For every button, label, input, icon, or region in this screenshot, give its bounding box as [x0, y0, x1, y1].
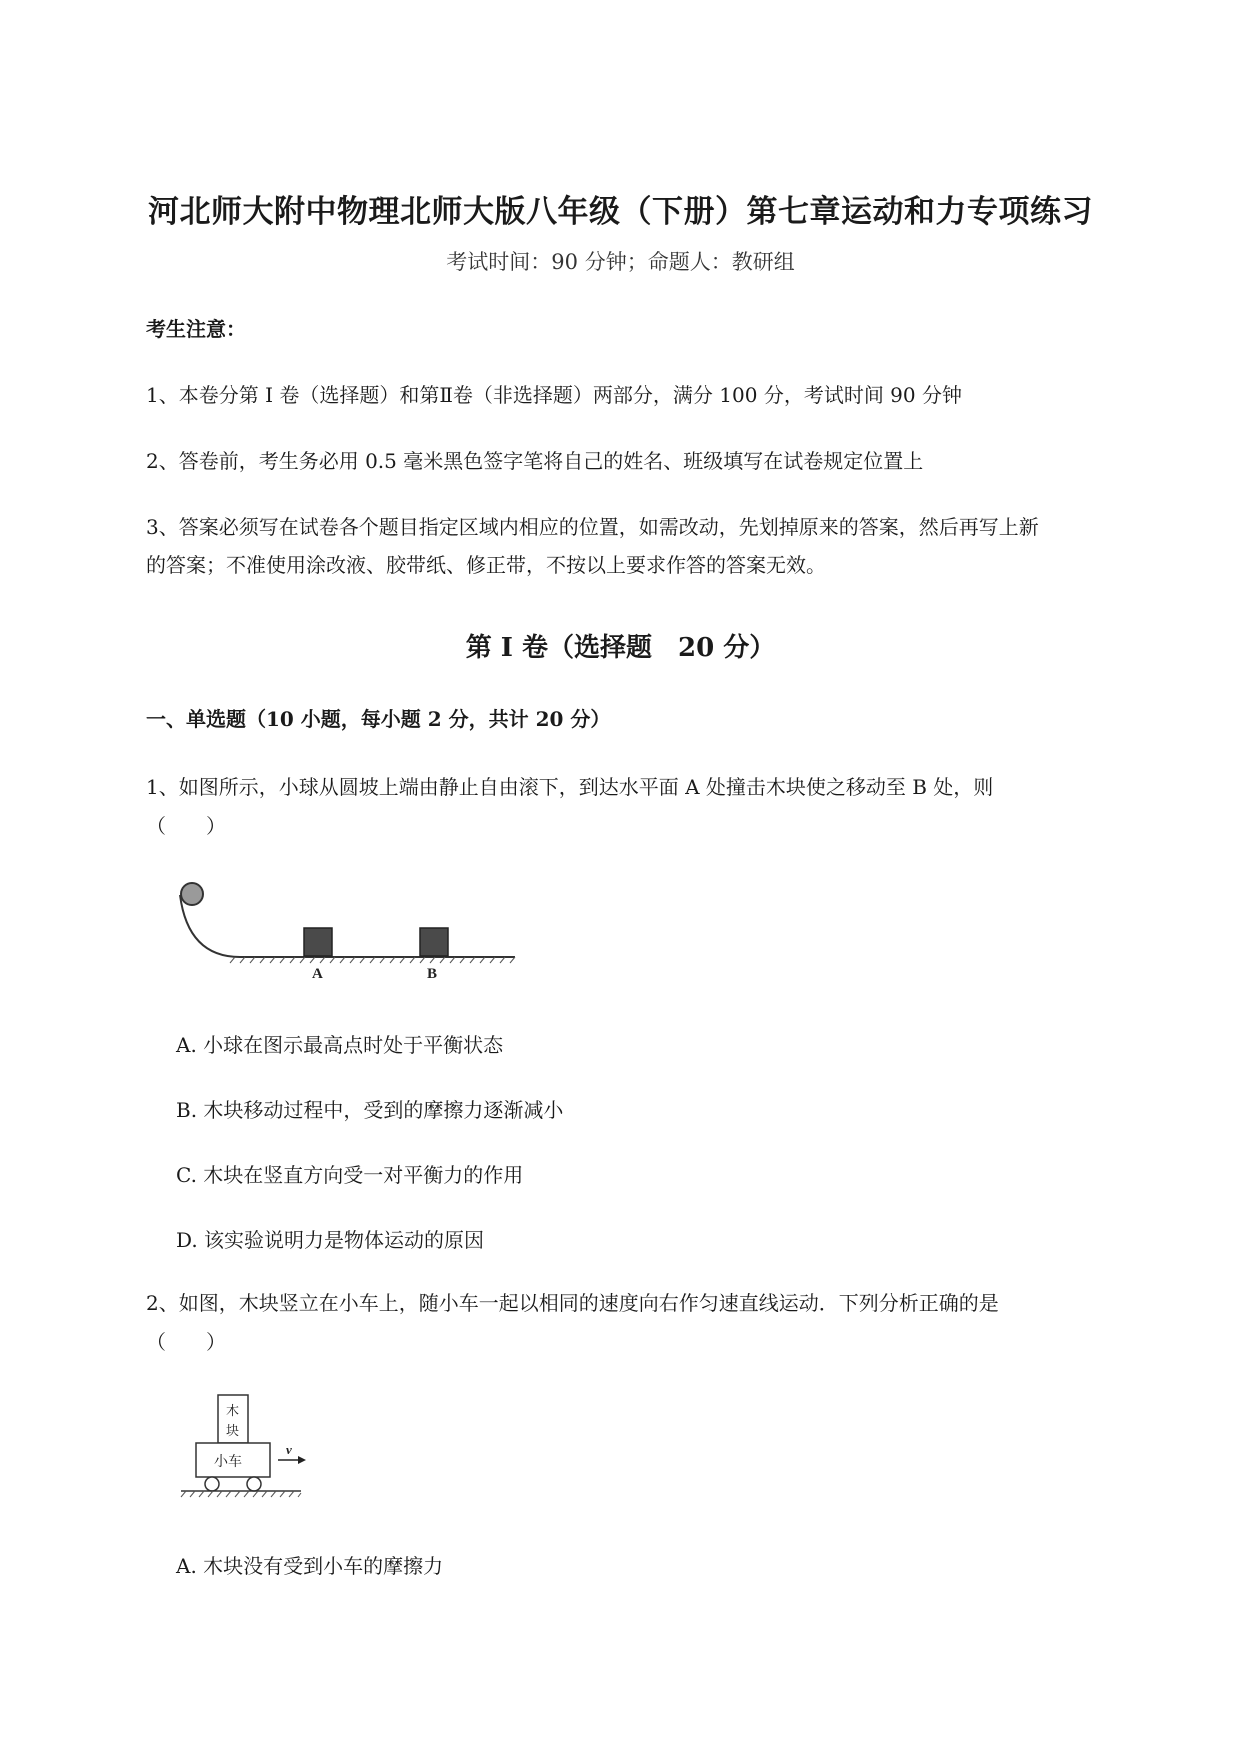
question-1-option-b: B. 木块移动过程中，受到的摩擦力逐渐减小 [176, 1098, 564, 1122]
wood-block-label-1: 木 [226, 1404, 240, 1419]
notice-heading: 考生注意： [146, 317, 246, 341]
velocity-arrowhead [298, 1456, 306, 1464]
velocity-label: v [286, 1442, 292, 1457]
question-1-figure [170, 875, 520, 985]
cart-wheel-left [205, 1477, 219, 1491]
wood-block-label-2: 块 [226, 1424, 240, 1439]
wood-block-at-b [420, 928, 448, 956]
cart-wheel-right [247, 1477, 261, 1491]
notice-item-3: 3、答案必须写在试卷各个题目指定区域内相应的位置，如需改动，先划掉原来的答案，然后再写上新 [146, 515, 1039, 539]
section-title: 第 I 卷（选择题 20 分） [465, 633, 776, 663]
question-1-option-a: A. 小球在图示最高点时处于平衡状态 [176, 1033, 504, 1057]
question-1-stem: 1、如图所示，小球从圆坡上端由静止自由滚下，到达水平面 A 处撞击木块使之移动至 B 处，则 [146, 775, 994, 799]
question-2-option-a: A. 木块没有受到小车的摩擦力 [176, 1554, 444, 1578]
notice-item-3-cont: 的答案；不准使用涂改液、胶带纸、修正带，不按以上要求作答的答案无效。 [146, 553, 826, 577]
question-1-blank: （ ） [146, 814, 226, 838]
label-a: A [312, 966, 323, 982]
ground-hatching [181, 1491, 301, 1497]
ball [181, 883, 203, 905]
question-2-stem: 2、如图，木块竖立在小车上，随小车一起以相同的速度向右作匀速直线运动．下列分析正确的是 [146, 1291, 999, 1315]
label-b: B [427, 966, 438, 982]
notice-item-2: 2、答卷前，考生务必用 0.5 毫米黑色签字笔将自己的姓名、班级填写在试卷规定位置上 [146, 449, 924, 473]
wood-block-at-a [304, 928, 332, 956]
question-2-blank: （ ） [146, 1330, 226, 1354]
part-heading: 一、单选题（10 小题，每小题 2 分，共计 20 分） [146, 707, 611, 731]
question-1-option-c: C. 木块在竖直方向受一对平衡力的作用 [176, 1163, 524, 1187]
notice-item-1: 1、本卷分第 I 卷（选择题）和第Ⅱ卷（非选择题）两部分，满分 100 分，考试时间 90 分钟 [146, 383, 962, 407]
question-1-option-d: D. 该实验说明力是物体运动的原因 [176, 1228, 485, 1252]
cart-label: 小车 [214, 1454, 242, 1470]
question-2-figure [176, 1390, 316, 1510]
exam-info: 考试时间：90 分钟；命题人：教研组 [446, 250, 795, 274]
page-title: 河北师大附中物理北师大版八年级（下册）第七章运动和力专项练习 [148, 194, 1093, 230]
